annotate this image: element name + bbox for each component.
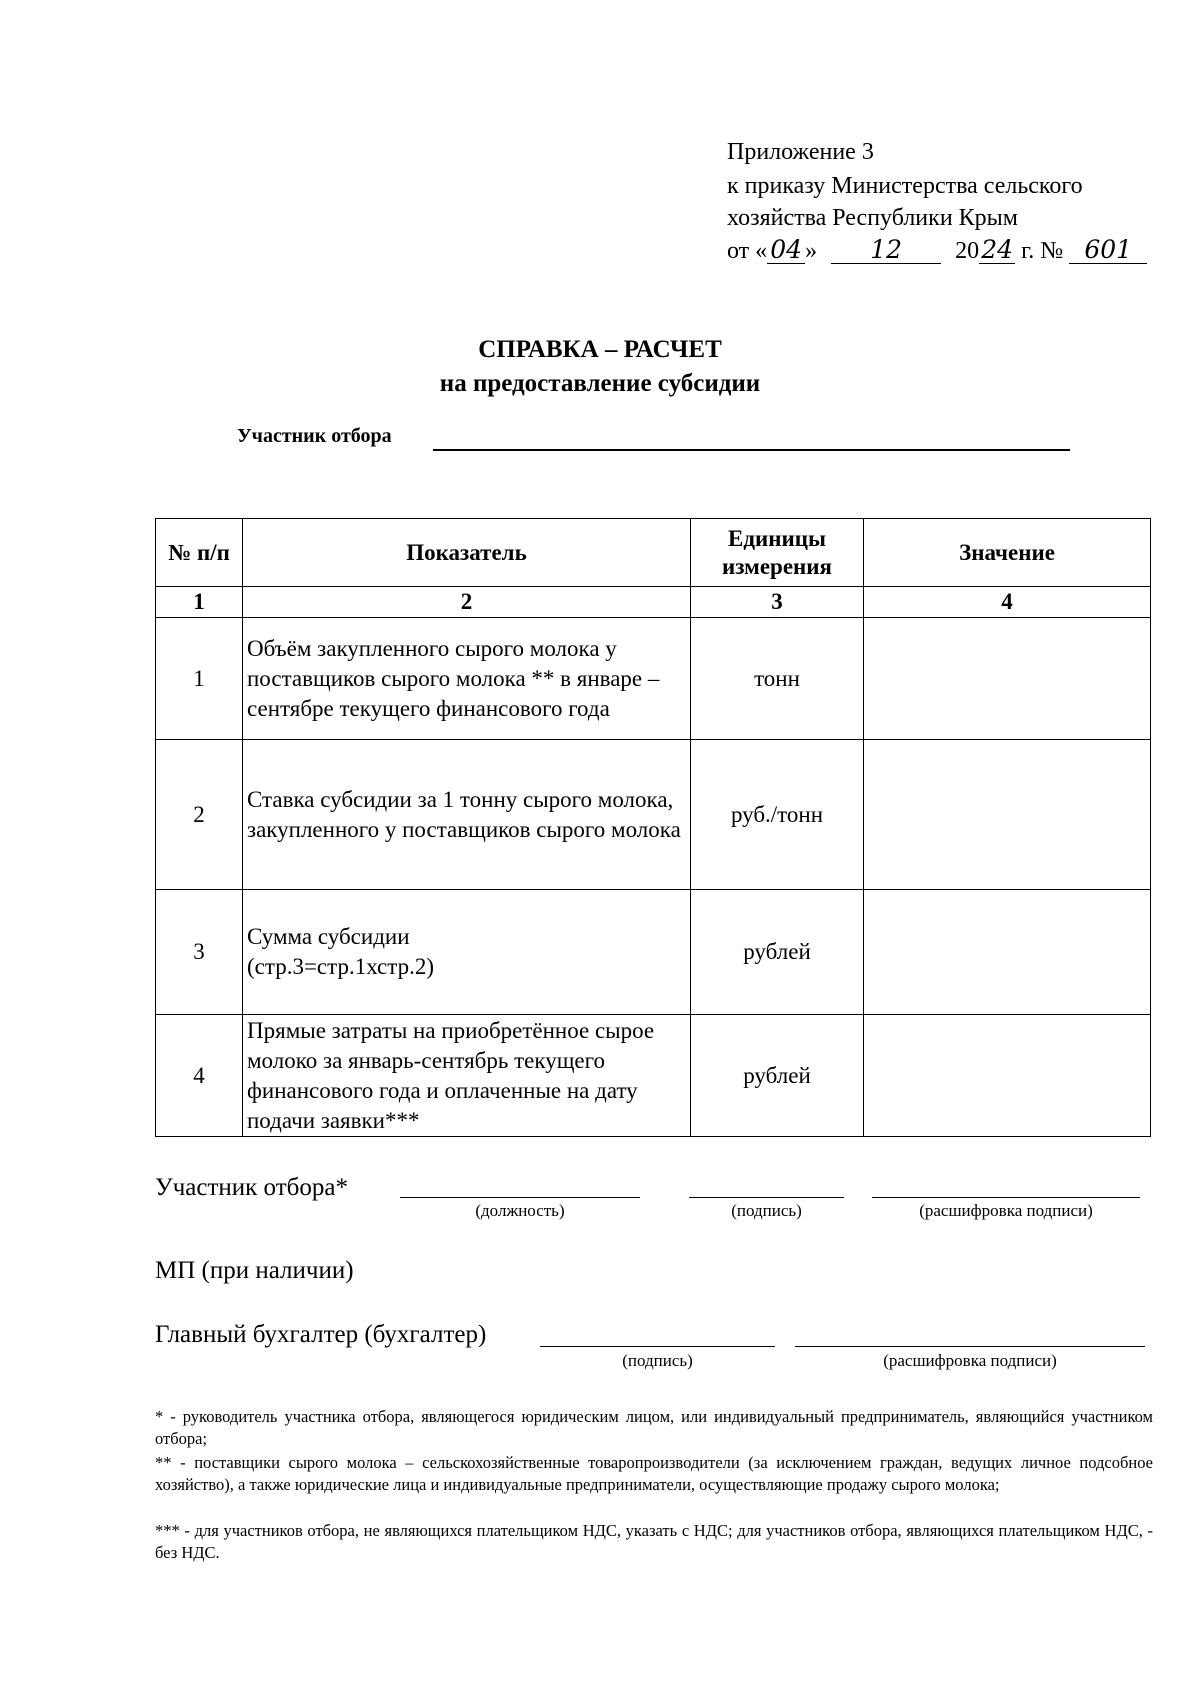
- row-value-cell[interactable]: [864, 890, 1151, 1015]
- appendix-order-ref: к приказу Министерства сельского: [727, 173, 1083, 199]
- appendix-ministry: хозяйства Республики Крым: [727, 205, 1018, 231]
- header-unit: Единицы измерения: [691, 519, 864, 587]
- header-number: № п/п: [156, 519, 243, 587]
- accountant-signature-caption: (подпись): [622, 1351, 693, 1370]
- number-label: г. №: [1015, 238, 1070, 264]
- participant-signature-label: Участник отбора*: [155, 1174, 348, 1201]
- table-row: [156, 890, 1151, 1015]
- order-year-suffix: 24: [979, 237, 1015, 264]
- row-value-cell[interactable]: [864, 740, 1151, 890]
- row-number: 4: [156, 1015, 243, 1137]
- row-indicator: Сумма субсидии (стр.3=стр.1хстр.2): [243, 890, 691, 1015]
- table-header-row: [156, 519, 1151, 587]
- row-indicator: Прямые затраты на приобретённое сырое молоко за январь-сентябрь текущего финансового года и оплаченные на дату подачи заявки***: [243, 1015, 691, 1137]
- footnote: *** - для участников отбора, не являющихся плательщиком НДС, указать с НДС; для участников отбора, являющихся плательщиком НДС, - без НДС.: [155, 1521, 1153, 1562]
- table-row: [156, 618, 1151, 740]
- row-unit: рублей: [691, 890, 864, 1015]
- stamp-label: МП (при наличии): [155, 1257, 354, 1284]
- column-number: 4: [864, 587, 1151, 618]
- date-close: »: [805, 238, 818, 264]
- accountant-decoding-field[interactable]: [795, 1346, 1145, 1347]
- order-month: 12: [831, 237, 941, 264]
- date-prefix: от «: [727, 238, 768, 264]
- table-row: [156, 1015, 1151, 1137]
- position-caption: (должность): [475, 1201, 565, 1220]
- position-field[interactable]: [400, 1197, 640, 1198]
- column-number: 2: [243, 587, 691, 618]
- header-value: Значение: [864, 519, 1151, 587]
- header-indicator: Показатель: [243, 519, 691, 587]
- appendix-title: Приложение 3: [727, 139, 874, 165]
- row-indicator: Ставка субсидии за 1 тонну сырого молока, закупленного у поставщиков сырого молока: [243, 740, 691, 890]
- footnote: ** - поставщики сырого молока – сельскохозяйственные товаропроизводители (за исключением граждан, ведущих личное подсобное хозяйство), а также юридические лица и индивидуальные предприниматели, осуществляющие продажу сырого молока;: [155, 1453, 1153, 1494]
- calculation-table: [155, 518, 1151, 1137]
- accountant-label: Главный бухгалтер (бухгалтер): [155, 1321, 487, 1348]
- row-value-cell[interactable]: [864, 1015, 1151, 1137]
- decoding-caption: (расшифровка подписи): [919, 1201, 1093, 1220]
- order-number: 601: [1069, 237, 1147, 264]
- footnote: * - руководитель участника отбора, являющегося юридическим лицом, или индивидуальный предприниматель, являющийся участником отбора;: [155, 1407, 1153, 1448]
- row-unit: тонн: [691, 618, 864, 740]
- document-subtitle: на предоставление субсидии: [439, 370, 761, 397]
- order-day: 04: [767, 237, 805, 264]
- row-unit: рублей: [691, 1015, 864, 1137]
- accountant-signature-field[interactable]: [540, 1346, 775, 1347]
- row-value-cell[interactable]: [864, 618, 1151, 740]
- signature-decoding-field[interactable]: [872, 1197, 1140, 1198]
- row-number: 3: [156, 890, 243, 1015]
- signature-caption: (подпись): [731, 1201, 802, 1220]
- column-number: 1: [156, 587, 243, 618]
- year-prefix: 20: [955, 238, 980, 264]
- document-title: СПРАВКА – РАСЧЕТ: [478, 336, 722, 363]
- column-number: 3: [691, 587, 864, 618]
- row-unit: руб./тонн: [691, 740, 864, 890]
- table-row: [156, 740, 1151, 890]
- participant-label: Участник отбора: [237, 425, 392, 447]
- participant-field[interactable]: [433, 449, 1070, 451]
- accountant-decoding-caption: (расшифровка подписи): [883, 1351, 1057, 1370]
- column-number-row: [156, 587, 1151, 618]
- row-number: 2: [156, 740, 243, 890]
- row-number: 1: [156, 618, 243, 740]
- row-indicator: Объём закупленного сырого молока у поставщиков сырого молока ** в январе – сентябре текущего финансового года: [243, 618, 691, 740]
- order-date-line: [727, 237, 1147, 265]
- signature-field[interactable]: [689, 1197, 844, 1198]
